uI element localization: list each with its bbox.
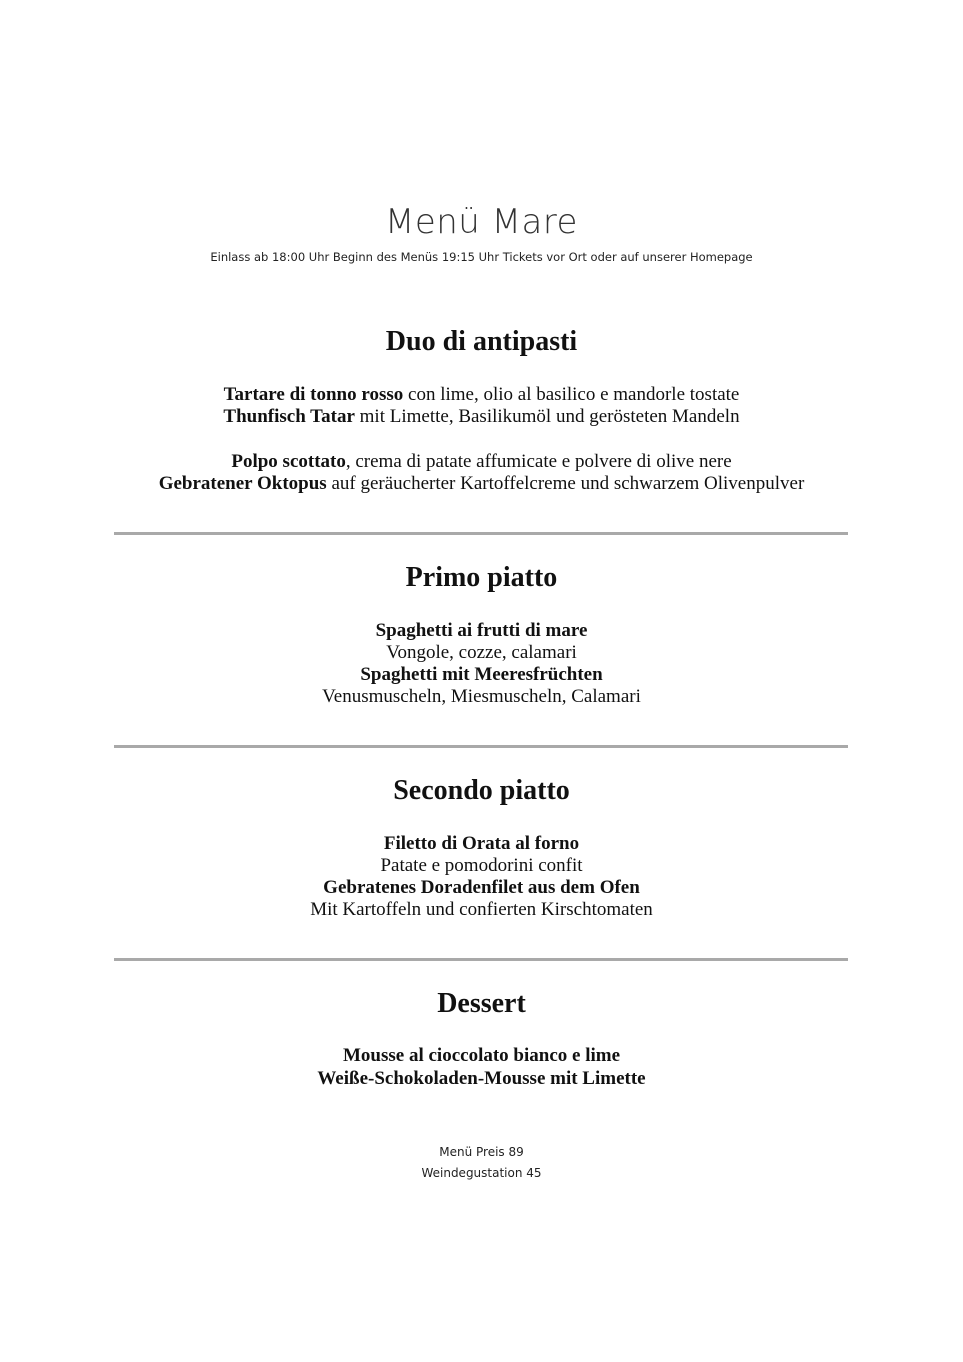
dish-name: Gebratener Oktopus (158, 473, 327, 494)
antipasti-item1-german (0, 406, 963, 428)
menu-price: Menü Preis 89 (439, 1145, 524, 1159)
page-subtitle: Einlass ab 18:00 Uhr Beginn des Menüs 19:15 Uhr Tickets vor Ort oder auf unserer Homepage (210, 250, 753, 264)
secondo-dish-german: Gebratenes Doradenfilet aus dem Ofen (323, 877, 640, 898)
dish-description: mit Limette, Basilikumöl und gerösteten Mandeln (354, 406, 740, 427)
dish-name: Thunfisch Tatar (223, 406, 355, 427)
primo-dish-german: Spaghetti mit Meeresfrüchten (360, 664, 603, 685)
secondo-description-italian: Patate e pomodorini confit (380, 855, 583, 876)
section-heading-secondo: Secondo piatto (393, 775, 570, 806)
primo-dish-italian: Spaghetti ai frutti di mare (375, 620, 588, 641)
section-heading-primo: Primo piatto (405, 562, 558, 593)
antipasti-item1-italian (0, 384, 963, 406)
section-divider (114, 745, 848, 748)
wine-tasting-price: Weindegustation 45 (421, 1166, 542, 1180)
antipasti-item2-german (0, 473, 963, 495)
antipasti-item2-italian (0, 451, 963, 473)
primo-description-italian: Vongole, cozze, calamari (386, 642, 577, 663)
secondo-dish-italian: Filetto di Orata al forno (383, 833, 580, 854)
section-heading-antipasti: Duo di antipasti (385, 326, 578, 357)
section-divider (114, 532, 848, 535)
dish-description: , crema di patate affumicate e polvere di olive nere (345, 451, 732, 472)
dish-description: con lime, olio al basilico e mandorle tostate (403, 384, 740, 405)
section-divider (114, 958, 848, 961)
dish-description: auf geräucherter Kartoffelcreme und schwarzem Olivenpulver (326, 473, 805, 494)
secondo-description-german: Mit Kartoffeln und confierten Kirschtomaten (310, 899, 653, 920)
primo-description-german: Venusmuscheln, Miesmuscheln, Calamari (322, 686, 641, 707)
dish-name: Tartare di tonno rosso (223, 384, 404, 405)
page-title: Menü Mare (385, 202, 578, 242)
dessert-dish-italian: Mousse al cioccolato bianco e lime (342, 1045, 621, 1066)
dish-name: Polpo scottato (231, 451, 346, 472)
section-heading-dessert: Dessert (437, 988, 526, 1019)
dessert-dish-german: Weiße-Schokoladen-Mousse mit Limette (317, 1068, 646, 1089)
